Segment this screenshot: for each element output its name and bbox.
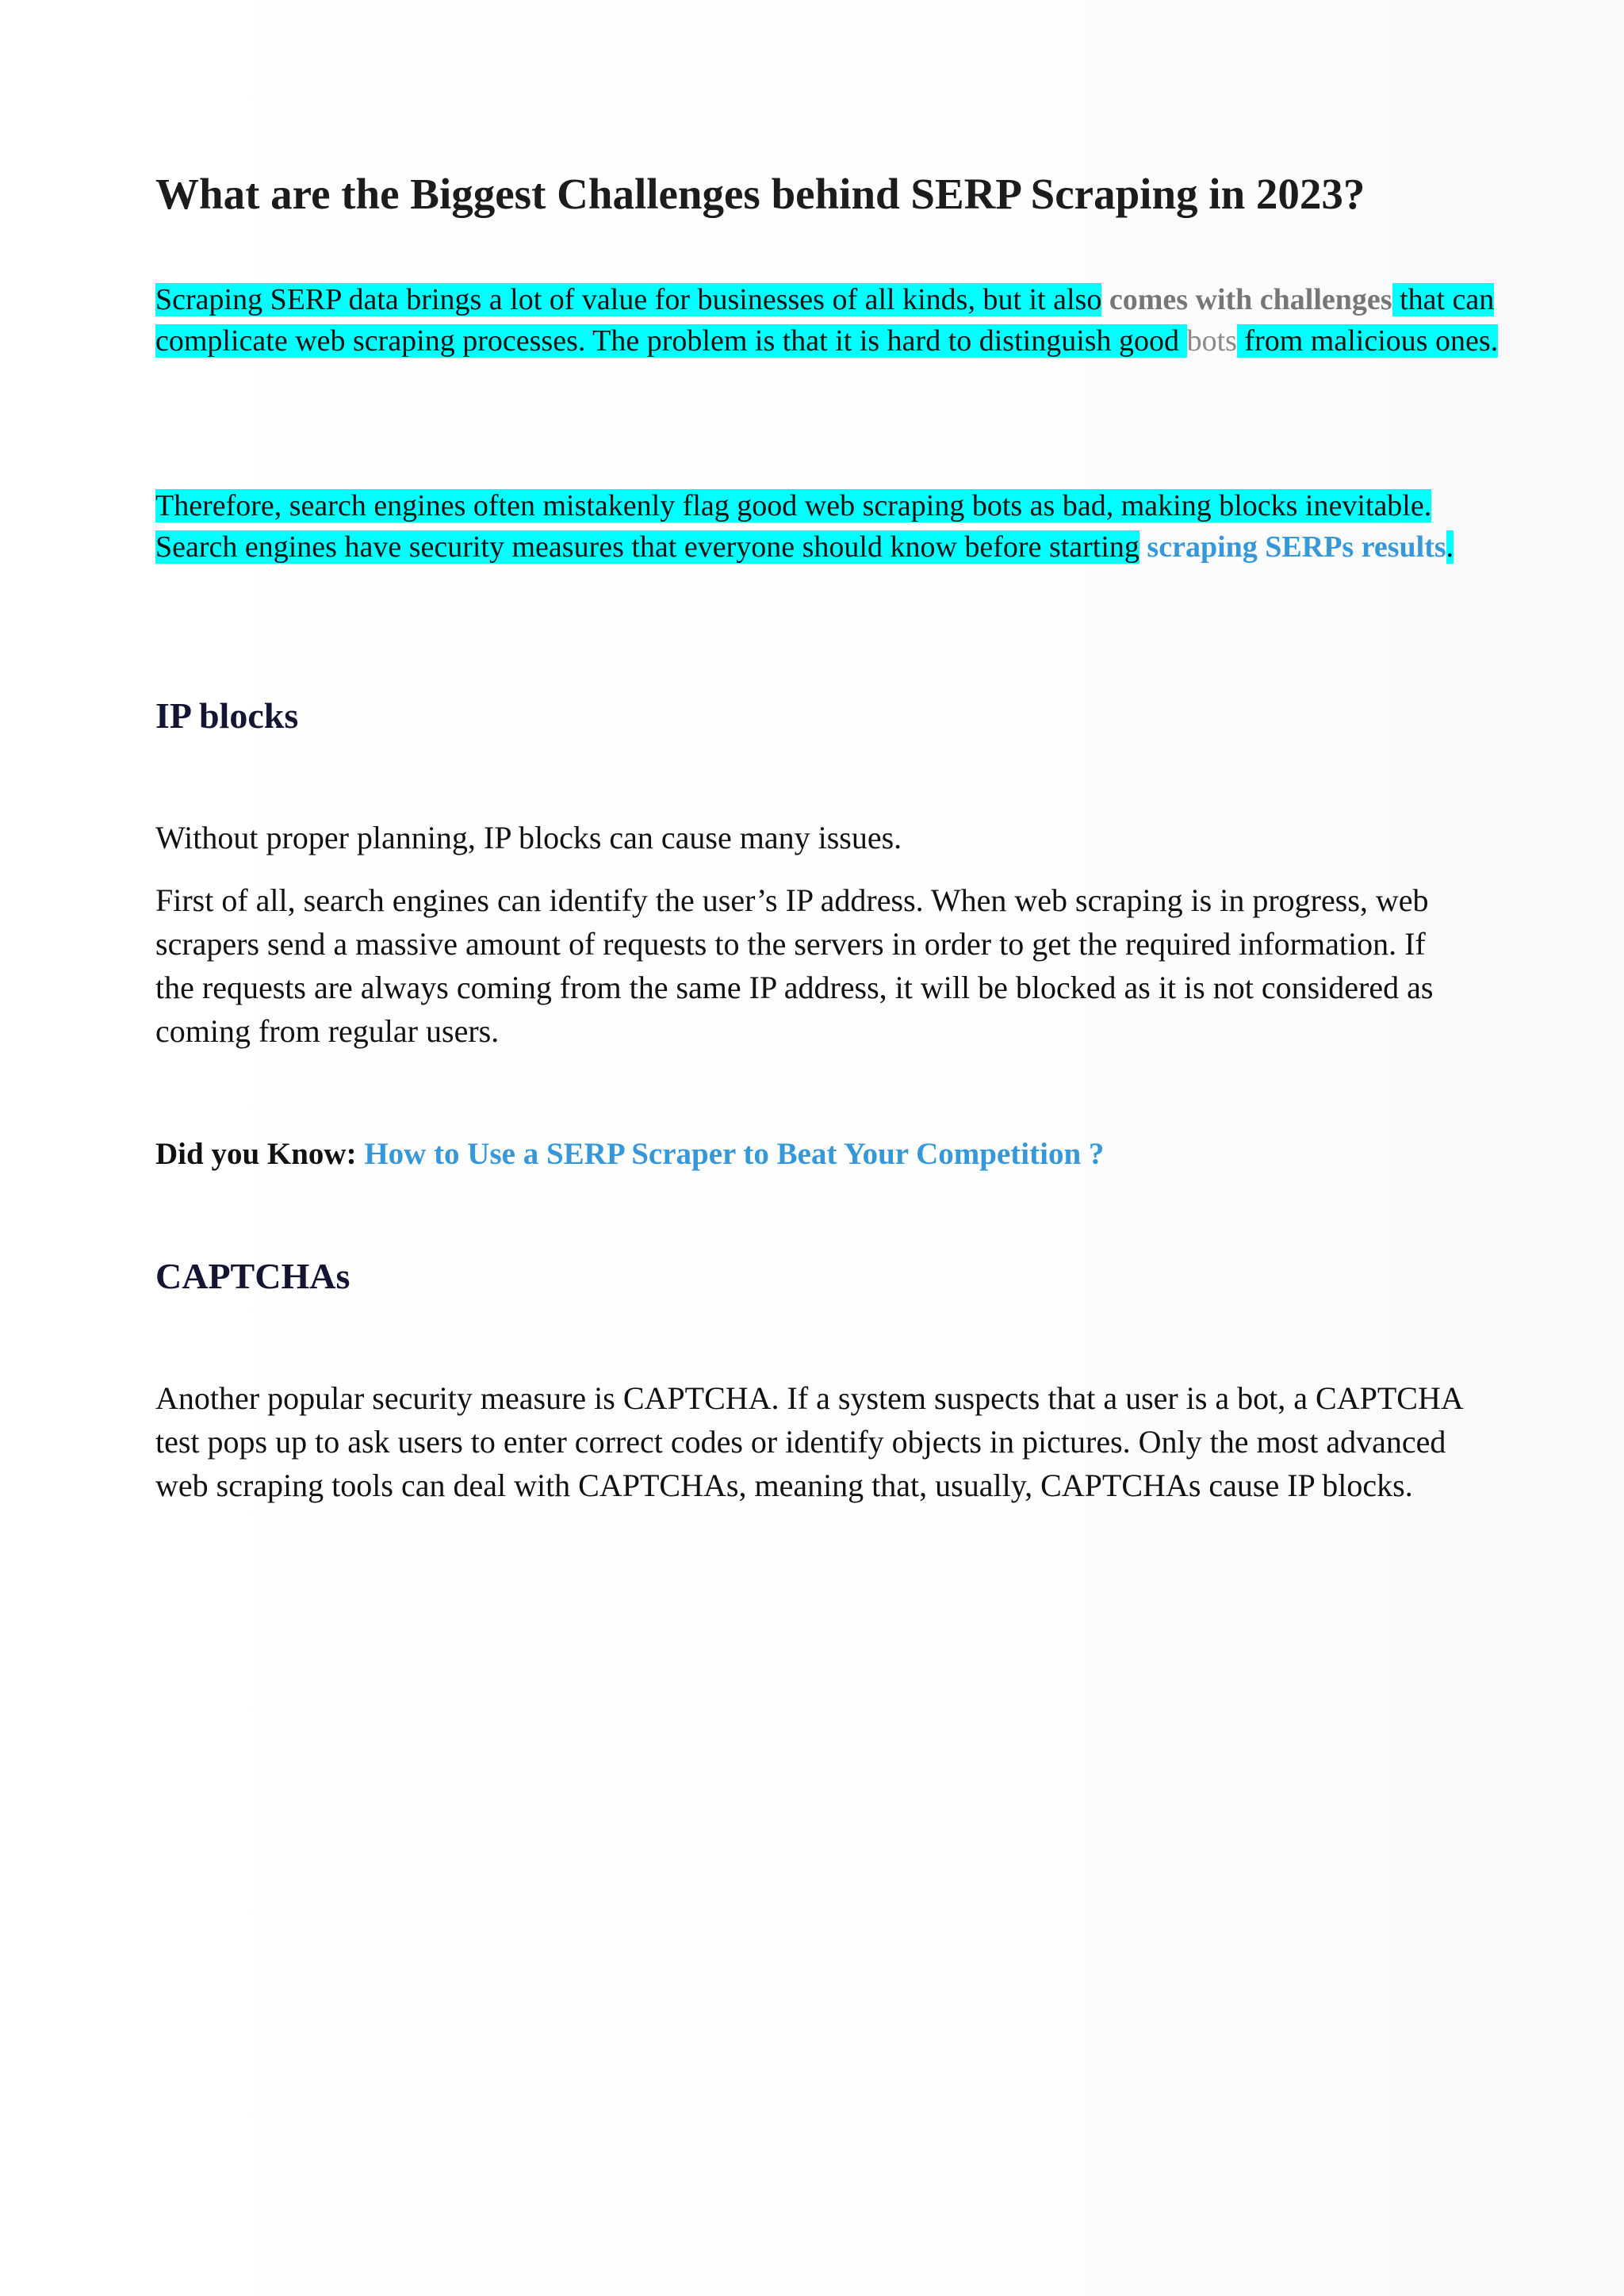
highlighted-text: Therefore, search engines often mistakenly flag good web scraping bots as bad, making blocks inevitable. Search engines have security measures that everyone should know before starting [155,489,1432,564]
ip-paragraph-1: Without proper planning, IP blocks can cause many issues. [155,820,902,855]
section-heading-captchas: CAPTCHAs [155,1256,350,1296]
intro-paragraph-1 [155,279,1503,362]
did-you-know-line [155,1134,1104,1175]
highlighted-text: Scraping SERP data brings a lot of value for businesses of all kinds, but it also [155,283,1102,316]
section-heading-ip-blocks: IP blocks [155,695,299,736]
muted-text: bots [1186,324,1237,358]
intro-paragraph-2 [155,485,1456,568]
serp-scraper-article-link[interactable]: How to Use a SERP Scraper to Beat Your Competition ? [364,1137,1105,1171]
highlighted-text: . [1446,530,1454,564]
scraping-serps-link[interactable]: scraping SERPs results [1147,530,1446,564]
page-title: What are the Biggest Challenges behind SERP Scraping in 2023? [155,170,1365,218]
did-you-know-label: Did you Know: [155,1137,365,1171]
ip-paragraph-2: First of all, search engines can identify the user’s IP address. When web scraping is in progress, web scrapers send a massive amount of requests to the servers in order to get the required information. If the requests are always coming from the same IP address, it will be blocked as it is not considered as coming from regular users. [155,882,1434,1049]
highlighted-text: that can complicate web scraping processes. The problem is that it is hard to distinguish good [155,283,1495,358]
emphasis-text: comes with challenges [1109,283,1392,316]
captcha-paragraph-1: Another popular security measure is CAPTCHA. If a system suspects that a user is a bot, a CAPTCHA test pops up to ask users to enter correct codes or identify objects in pictures. Only the most advanced web scraping tools can deal with CAPTCHAs, meaning that, usually, CAPTCHAs cause IP blocks. [155,1380,1462,1503]
highlighted-text: from malicious ones. [1236,324,1499,358]
